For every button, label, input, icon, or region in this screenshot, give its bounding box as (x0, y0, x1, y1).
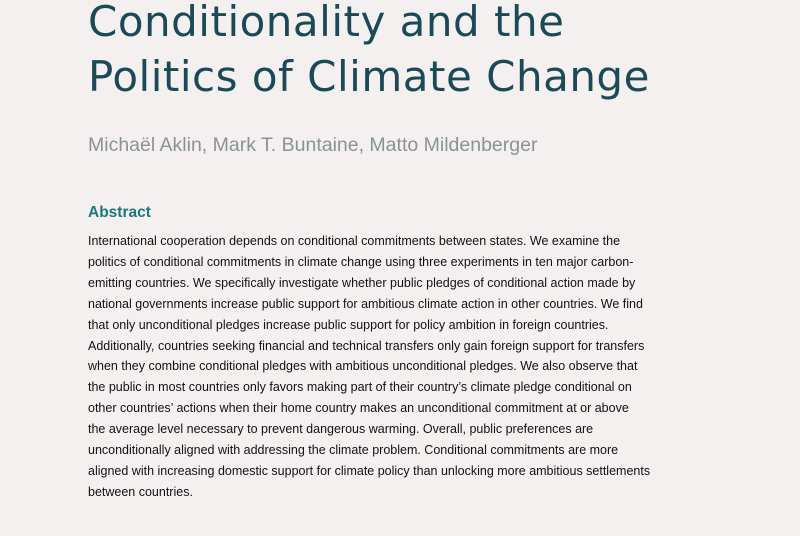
abstract-line: other countries’ actions when their home country makes an unconditional commitment at or above (88, 401, 629, 416)
abstract-text (88, 231, 708, 503)
abstract-line: the average level necessary to prevent dangerous warming. Overall, public preferences are (88, 422, 594, 437)
author-list: Michaël Aklin, Mark T. Buntaine, Matto Mildenberger (88, 134, 538, 156)
abstract-line: that only unconditional pledges increase public support for policy ambition in foreign countries. (88, 317, 609, 332)
title-line-2: Politics of Climate Change (88, 52, 650, 101)
abstract-line: the public in most countries only favors making part of their country’s climate pledge conditional on (88, 380, 632, 395)
abstract-line: Additionally, countries seeking financial and technical transfers only gain foreign support for transfers (88, 338, 645, 353)
abstract-line: unconditionally aligned with addressing the climate problem. Conditional commitments are more (88, 443, 619, 458)
paper-title (88, 0, 788, 104)
abstract-line: International cooperation depends on conditional commitments between states. We examine the (88, 234, 621, 248)
abstract-line: national governments increase public support for ambitious climate action in other countries. We find (88, 296, 643, 311)
abstract-line: between countries. (88, 484, 193, 499)
title-line-1: Conditionality and the (88, 0, 565, 46)
abstract-line: emitting countries. We specifically investigate whether public pledges of conditional action made by (88, 275, 636, 290)
abstract-line: when they combine conditional pledges with ambitious unconditional pledges. We also observe that (88, 359, 638, 374)
abstract-line: politics of conditional commitments in climate change using three experiments in ten major carbon- (88, 254, 634, 269)
abstract-line: aligned with increasing domestic support for climate policy than unlocking more ambitious settlements (88, 463, 651, 478)
abstract-heading: Abstract (88, 204, 151, 221)
